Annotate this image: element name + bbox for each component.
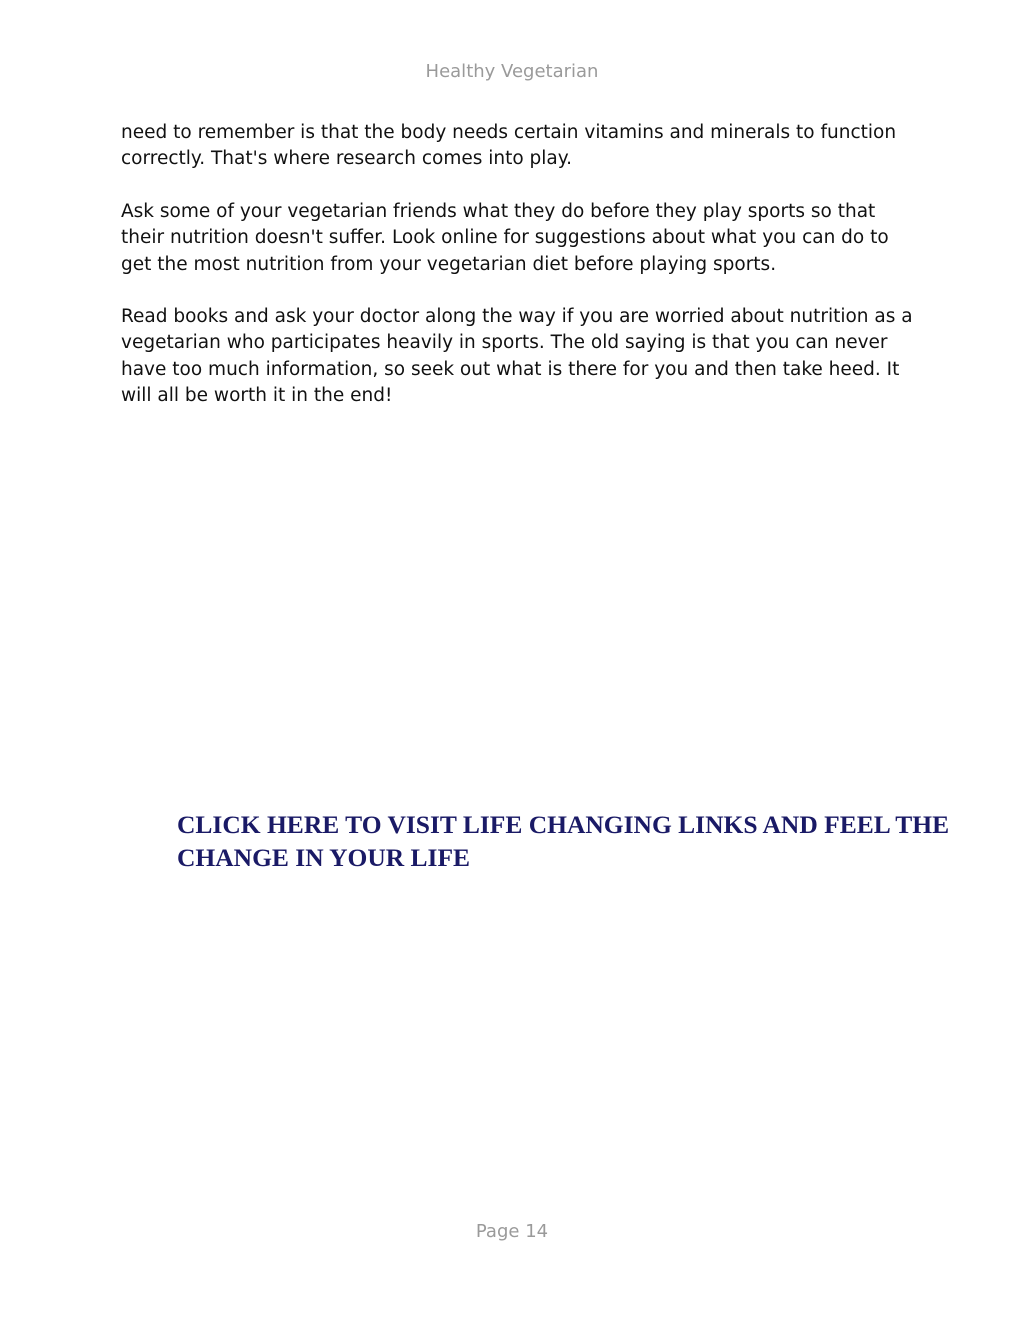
page-header-title: Healthy Vegetarian xyxy=(425,61,599,82)
body-paragraph: Read books and ask your doctor along the way if you are worried about nutrition as a vegetarian who participates heavily in sports. The old saying is that you can never have too much information, so seek out what is there for you and then take heed. It will all be worth it in the end! xyxy=(121,306,913,407)
body-paragraph: need to remember is that the body needs certain vitamins and minerals to function correctly. That's where research comes into play. xyxy=(121,122,897,170)
life-changing-links-cta[interactable]: CLICK HERE TO VISIT LIFE CHANGING LINKS AND FEEL THE CHANGE IN YOUR LIFE xyxy=(177,810,950,872)
body-paragraph: Ask some of your vegetarian friends what they do before they play sports so that their nutrition doesn't suffer. Look online for suggestions about what you can do to get the most nutrition from your vegetarian diet before playing sports. xyxy=(121,200,889,275)
document-body xyxy=(121,120,921,436)
page-number: Page 14 xyxy=(475,1221,549,1242)
